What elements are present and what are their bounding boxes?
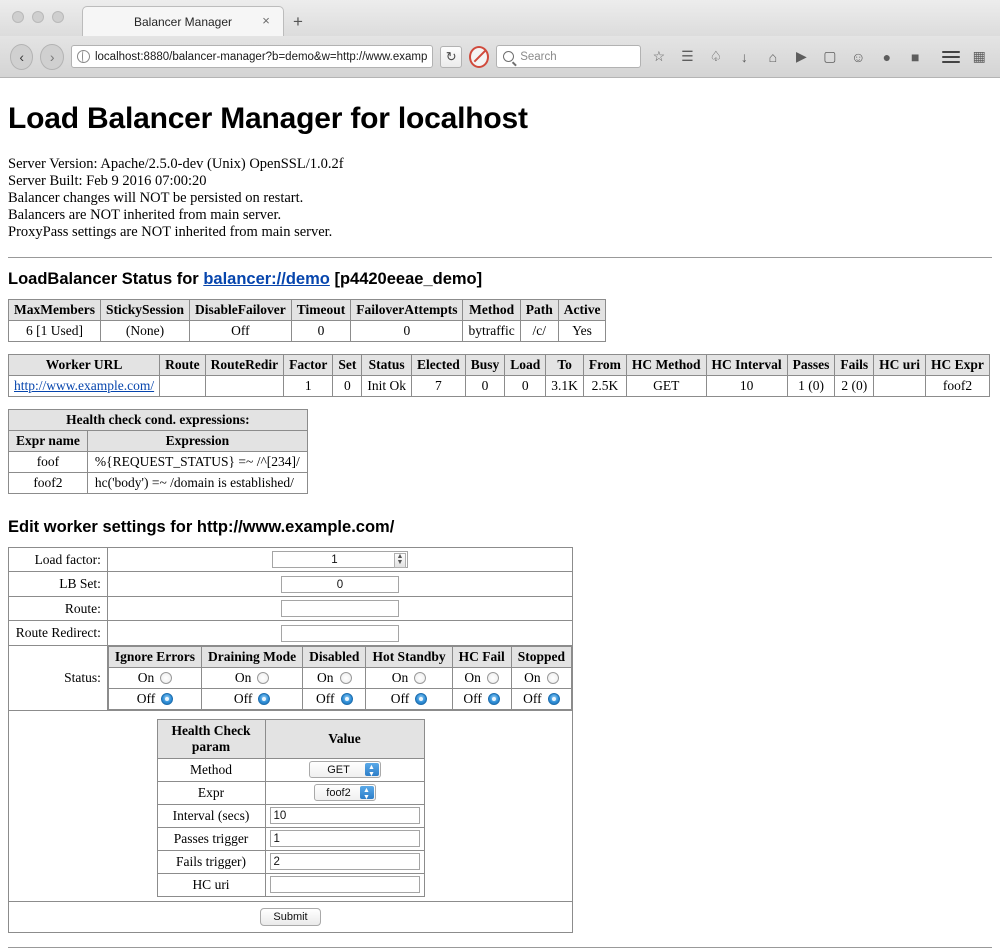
downloads-icon[interactable]: ↓ [740,48,748,65]
cell-elected: 7 [411,376,465,397]
health-check-param-table [157,719,425,897]
radio-ignore-errors-off[interactable] [161,693,173,705]
hc-passes-input[interactable]: 1 [270,830,420,847]
reload-icon[interactable]: ↻ [440,46,462,68]
tab-balancer-manager[interactable] [82,6,284,36]
edit-worker-heading: Edit worker settings for http://www.example.com/ [8,518,395,536]
cell-fails: 2 (0) [835,376,874,397]
col-factor: Factor [284,355,333,376]
battery-icon[interactable]: ■ [911,48,920,65]
route-redirect-label: Route Redirect: [9,621,108,645]
close-icon[interactable]: × [262,13,270,28]
cell-hot-standby-off [366,688,452,709]
lb-set-cell [107,572,572,596]
tab-title: Balancer Manager [133,14,233,29]
status-toggle-table [108,646,572,710]
col-busy: Busy [465,355,505,376]
cell-stopped-on [511,667,571,688]
worker-url-link[interactable]: http://www.example.com/ [14,378,155,393]
radio-hc-fail-off[interactable] [488,693,500,705]
hc-interval-input[interactable]: 10 [270,807,420,824]
col-maxmembers: MaxMembers [9,300,101,321]
col-active: Active [558,300,606,321]
minimize-window-button[interactable] [32,11,44,23]
search-placeholder: Search [520,50,557,63]
cell-disabled-on [303,667,366,688]
cell-expr-name: foof2 [9,473,88,494]
cell-hot-standby-on [366,667,452,688]
send-icon[interactable]: ▶ [795,48,807,64]
col-load: Load [505,355,546,376]
footer-divider [8,947,992,948]
form-row-route-redirect [9,621,573,645]
cell-ignore-errors-on [108,667,201,688]
radio-hot-standby-on[interactable] [414,672,426,684]
info-line-0: Server Version: Apache/2.5.0-dev (Unix) OpenSSL/1.0.2f [8,156,344,172]
cell-method: bytraffic [463,321,520,342]
close-window-button[interactable] [12,11,24,23]
load-factor-cell [107,548,572,572]
hc-method-value: GET [327,764,350,777]
col-stopped: Stopped [511,646,571,667]
page-content [0,78,1000,948]
submit-cell [9,901,573,932]
window-controls[interactable] [12,11,64,23]
pocket-icon[interactable]: ▢ [823,48,837,64]
label-hc-expr: Expr [157,781,265,804]
table-row [157,781,424,804]
stepper-arrows-icon[interactable]: ▲ ▼ [394,553,406,568]
cell-expression: hc('body') =~ /domain is established/ [87,473,307,494]
lb-set-input[interactable]: 0 [281,576,399,593]
label-hc-method: Method [157,758,265,781]
cell-path: /c/ [520,321,558,342]
status-label: Status: [9,645,108,710]
hc-expressions-caption: Health check cond. expressions: [9,410,308,431]
bookmark-star-icon[interactable]: ☆ [652,48,666,64]
cell-failoverattempts: 0 [351,321,463,342]
col-disabled: Disabled [303,646,366,667]
reader-icon[interactable]: ☰ [681,48,694,64]
balancer-heading-prefix: LoadBalancer Status for [8,270,199,288]
col-hot-standby: Hot Standby [366,646,452,667]
route-input[interactable] [281,600,399,617]
forward-icon[interactable]: › [40,44,63,70]
col-elected: Elected [411,355,465,376]
cell-hc-fails [265,850,424,873]
label-hc-fails: Fails trigger) [157,850,265,873]
form-row-lb-set [9,572,573,596]
globe-icon [77,50,90,63]
cell-from: 2.5K [583,376,626,397]
col-expression: Expression [87,431,307,452]
col-ignore-errors: Ignore Errors [108,646,201,667]
hc-fails-input[interactable]: 2 [270,853,420,870]
cell-status: Init Ok [362,376,412,397]
col-timeout: Timeout [291,300,351,321]
cell-hc-uri [265,873,424,896]
status-cell [107,645,572,710]
back-icon[interactable]: ‹ [10,44,33,70]
cell-stickysession: (None) [100,321,189,342]
url-text: localhost:8880/balancer-manager?b=demo&w=http://www.examp [94,50,428,63]
col-hc-interval: HC Interval [706,355,787,376]
cell-maxmembers: 6 [1 Used] [9,321,101,342]
col-disablefailover: DisableFailover [190,300,292,321]
table-header-row [157,719,424,758]
on-label: On [464,669,481,685]
form-row-status [9,645,573,710]
cell-passes: 1 (0) [787,376,835,397]
table-caption-row [9,410,308,431]
cell-hc-interval [265,804,424,827]
search-icon [503,51,514,62]
route-label: Route: [9,596,108,620]
address-bar[interactable] [71,45,433,68]
cell-timeout: 0 [291,321,351,342]
browser-chrome [0,0,1000,78]
on-label: On [317,669,334,685]
cell-hc-uri [874,376,926,397]
worker-status-table [8,354,990,397]
on-label: On [524,669,541,685]
cell-hc-expr: foof2 [926,376,990,397]
form-row-load-factor [9,548,573,572]
block-icon[interactable] [469,46,489,68]
table-row [9,321,606,342]
col-route: Route [160,355,206,376]
col-expr-name: Expr name [9,431,88,452]
col-method: Method [463,300,520,321]
table-row [157,758,424,781]
cell-active: Yes [558,321,606,342]
chevron-updown-icon: ▲ ▼ [365,763,379,776]
cell-load: 0 [505,376,546,397]
off-label: Off [463,690,482,706]
table-header-row [108,646,571,667]
info-line-4: ProxyPass settings are NOT inherited from main server. [8,224,333,240]
worker-settings-form [8,547,573,933]
lb-set-label: LB Set: [9,572,108,596]
radio-stopped-on[interactable] [547,672,559,684]
table-row [157,850,424,873]
shield-icon[interactable]: ♤ [709,48,723,64]
hc-method-select[interactable] [309,761,381,778]
cell-to: 3.1K [546,376,584,397]
radio-hc-fail-on[interactable] [487,672,499,684]
on-label: On [391,669,409,685]
cell-hc-expr [265,781,424,804]
hc-expr-select[interactable] [314,784,376,801]
form-row-submit [9,901,573,932]
on-label: On [137,669,155,685]
radio-ignore-errors-on[interactable] [160,672,172,684]
cell-hc-method [265,758,424,781]
balancer-id: [p4420eeae_demo] [334,270,483,288]
table-header-row [9,300,606,321]
radio-stopped-off[interactable] [548,693,560,705]
page-title: Load Balancer Manager for localhost [8,102,528,135]
info-line-2: Balancer changes will NOT be persisted on restart. [8,190,304,206]
table-row [9,376,990,397]
cell-disablefailover: Off [190,321,292,342]
col-draining-mode: Draining Mode [202,646,303,667]
off-label: Off [523,690,542,706]
radio-disabled-off[interactable] [341,693,353,705]
divider [8,257,992,258]
radio-draining-mode-off[interactable] [258,693,270,705]
hamburger-lines [942,51,960,63]
off-label: Off [390,690,410,706]
on-label: On [234,669,252,685]
label-hc-passes: Passes trigger [157,827,265,850]
off-label: Off [316,690,335,706]
col-from: From [583,355,626,376]
cell-expression: %{REQUEST_STATUS} =~ /^[234]/ [87,452,307,473]
palette-icon[interactable]: ● [882,48,892,65]
balancer-link[interactable]: balancer://demo [203,270,330,288]
cell-worker-url [9,376,160,397]
col-to: To [546,355,584,376]
col-path: Path [520,300,558,321]
table-header-row [9,355,990,376]
cell-ignore-errors-off [108,688,201,709]
table-header-row [9,431,308,452]
table-row [9,473,308,494]
col-hc-expr: HC Expr [926,355,990,376]
off-label: Off [136,690,156,706]
route-redirect-input[interactable] [281,625,399,642]
off-label: Off [233,690,253,706]
col-stickysession: StickySession [100,300,189,321]
smiley-icon[interactable]: ☺ [851,48,866,65]
form-row-health-check [9,710,573,901]
radio-hot-standby-off[interactable] [415,693,427,705]
cell-draining-mode-off [202,688,303,709]
window-titlebar [0,0,1000,36]
col-failoverattempts: FailoverAttempts [351,300,463,321]
health-check-expressions-table [8,409,308,494]
balancer-status-table [8,299,606,342]
cell-busy: 0 [465,376,505,397]
radio-disabled-on[interactable] [340,672,352,684]
cell-factor: 1 [284,376,333,397]
table-row [9,452,308,473]
col-hc-uri: HC uri [874,355,926,376]
route-cell [107,596,572,620]
tab-strip [82,0,312,36]
col-hc-fail: HC Fail [452,646,511,667]
health-check-cell [9,710,573,901]
cell-draining-mode-on [202,667,303,688]
cell-route [160,376,206,397]
menu-icon[interactable] [940,45,961,69]
hc-expr-value: foof2 [326,787,351,800]
col-set: Set [333,355,362,376]
cell-hc-method: GET [626,376,706,397]
cell-set: 0 [333,376,362,397]
info-line-1: Server Built: Feb 9 2016 07:00:20 [8,173,207,189]
grid-icon[interactable]: ▦ [972,48,986,64]
cell-hc-interval: 10 [706,376,787,397]
load-factor-input[interactable]: 1 ▲ ▼ [272,551,408,568]
load-factor-label: Load factor: [9,548,108,572]
cell-expr-name: foof [9,452,88,473]
label-hc-uri: HC uri [157,873,265,896]
col-hc-method: HC Method [626,355,706,376]
info-line-3: Balancers are NOT inherited from main server. [8,207,282,223]
new-tab-button[interactable]: + [293,11,303,31]
cell-disabled-off [303,688,366,709]
cell-hc-fail-off [452,688,511,709]
col-fails: Fails [835,355,874,376]
status-on-row [108,667,571,688]
col-status: Status [362,355,412,376]
cell-routeredir [205,376,284,397]
cell-hc-passes [265,827,424,850]
form-row-route [9,596,573,620]
table-row [157,873,424,896]
label-hc-interval: Interval (secs) [157,804,265,827]
search-input[interactable] [496,45,641,68]
col-hc-value: Value [265,719,424,758]
table-row [157,827,424,850]
col-passes: Passes [787,355,835,376]
table-row [157,804,424,827]
hc-uri-input[interactable] [270,876,420,893]
balancer-status-heading [8,270,992,289]
navigation-toolbar [0,36,1000,77]
chevron-updown-icon: ▲ ▼ [360,786,374,799]
maximize-window-button[interactable] [52,11,64,23]
submit-button[interactable]: Submit [260,908,320,926]
col-worker-url: Worker URL [9,355,160,376]
status-off-row [108,688,571,709]
col-hc-param: Health Check param [157,719,265,758]
route-redirect-cell [107,621,572,645]
col-routeredir: RouteRedir [205,355,284,376]
cell-hc-fail-on [452,667,511,688]
radio-draining-mode-on[interactable] [257,672,269,684]
cell-stopped-off [511,688,571,709]
home-icon[interactable]: ⌂ [768,48,778,65]
server-info-block [8,156,992,241]
